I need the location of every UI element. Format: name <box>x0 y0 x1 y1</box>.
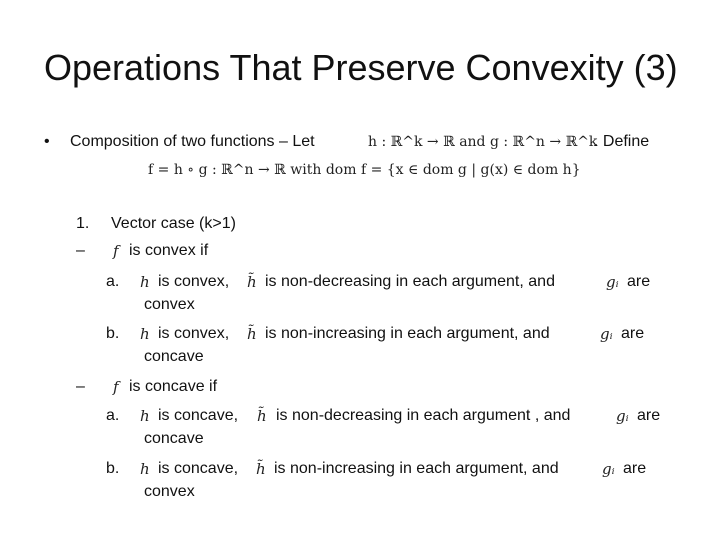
item-text: concave <box>144 348 204 365</box>
math-h-tilde-symbol: h̃ <box>256 460 266 478</box>
math-h-definition: h : ℝ^k → ℝ and g : ℝ^n → ℝ^k <box>368 134 598 150</box>
bullet-marker: • <box>44 133 50 150</box>
item-text: is non-increasing in each argument, and <box>265 325 550 342</box>
dash-marker: – <box>76 378 85 395</box>
math-g-symbol: gᵢ <box>602 460 615 478</box>
math-g-symbol: gᵢ <box>600 325 613 343</box>
math-h-tilde-symbol: h̃ <box>247 273 257 291</box>
item-text: concave <box>144 430 204 447</box>
item-text: are <box>623 460 647 477</box>
intro-prefix: Composition of two functions – Let <box>70 133 315 150</box>
item-letter: a. <box>106 407 120 424</box>
math-f-symbol: f <box>113 378 119 396</box>
math-f-symbol: f <box>113 242 119 260</box>
math-h-tilde-symbol: h̃ <box>247 325 257 343</box>
math-h-symbol: h <box>140 460 150 478</box>
item-text: is non-decreasing in each argument , and <box>276 407 571 424</box>
math-h-symbol: h <box>140 325 150 343</box>
concave-heading-text: is concave if <box>129 378 218 395</box>
item-letter: b. <box>106 460 120 477</box>
math-g-symbol: gᵢ <box>606 273 619 291</box>
slide-title: Operations That Preserve Convexity (3) <box>44 47 678 88</box>
math-h-tilde-symbol: h̃ <box>257 407 267 425</box>
case-label: Vector case (k>1) <box>111 215 236 232</box>
math-h-symbol: h <box>140 407 150 425</box>
item-text: is concave, <box>158 460 239 477</box>
case-number: 1. <box>76 215 90 232</box>
item-text: is non-increasing in each argument, and <box>274 460 559 477</box>
item-text: are <box>637 407 661 424</box>
convex-heading-text: is convex if <box>129 242 209 259</box>
item-text: convex <box>144 296 195 313</box>
math-h-symbol: h <box>140 273 150 291</box>
math-g-symbol: gᵢ <box>616 407 629 425</box>
item-text: convex <box>144 483 195 500</box>
item-letter: b. <box>106 325 120 342</box>
item-text: are <box>621 325 645 342</box>
item-text: is non-decreasing in each argument, and <box>265 273 555 290</box>
math-f-definition: f = h ∘ g : ℝ^n → ℝ with dom f = {x ∈ dom g | g(x) ∈ dom h} <box>148 162 581 178</box>
item-text: is convex, <box>158 325 230 342</box>
dash-marker: – <box>76 242 85 259</box>
intro-suffix: . Define <box>594 133 650 150</box>
item-text: are <box>627 273 651 290</box>
item-text: is convex, <box>158 273 230 290</box>
item-text: is concave, <box>158 407 239 424</box>
item-letter: a. <box>106 273 120 290</box>
